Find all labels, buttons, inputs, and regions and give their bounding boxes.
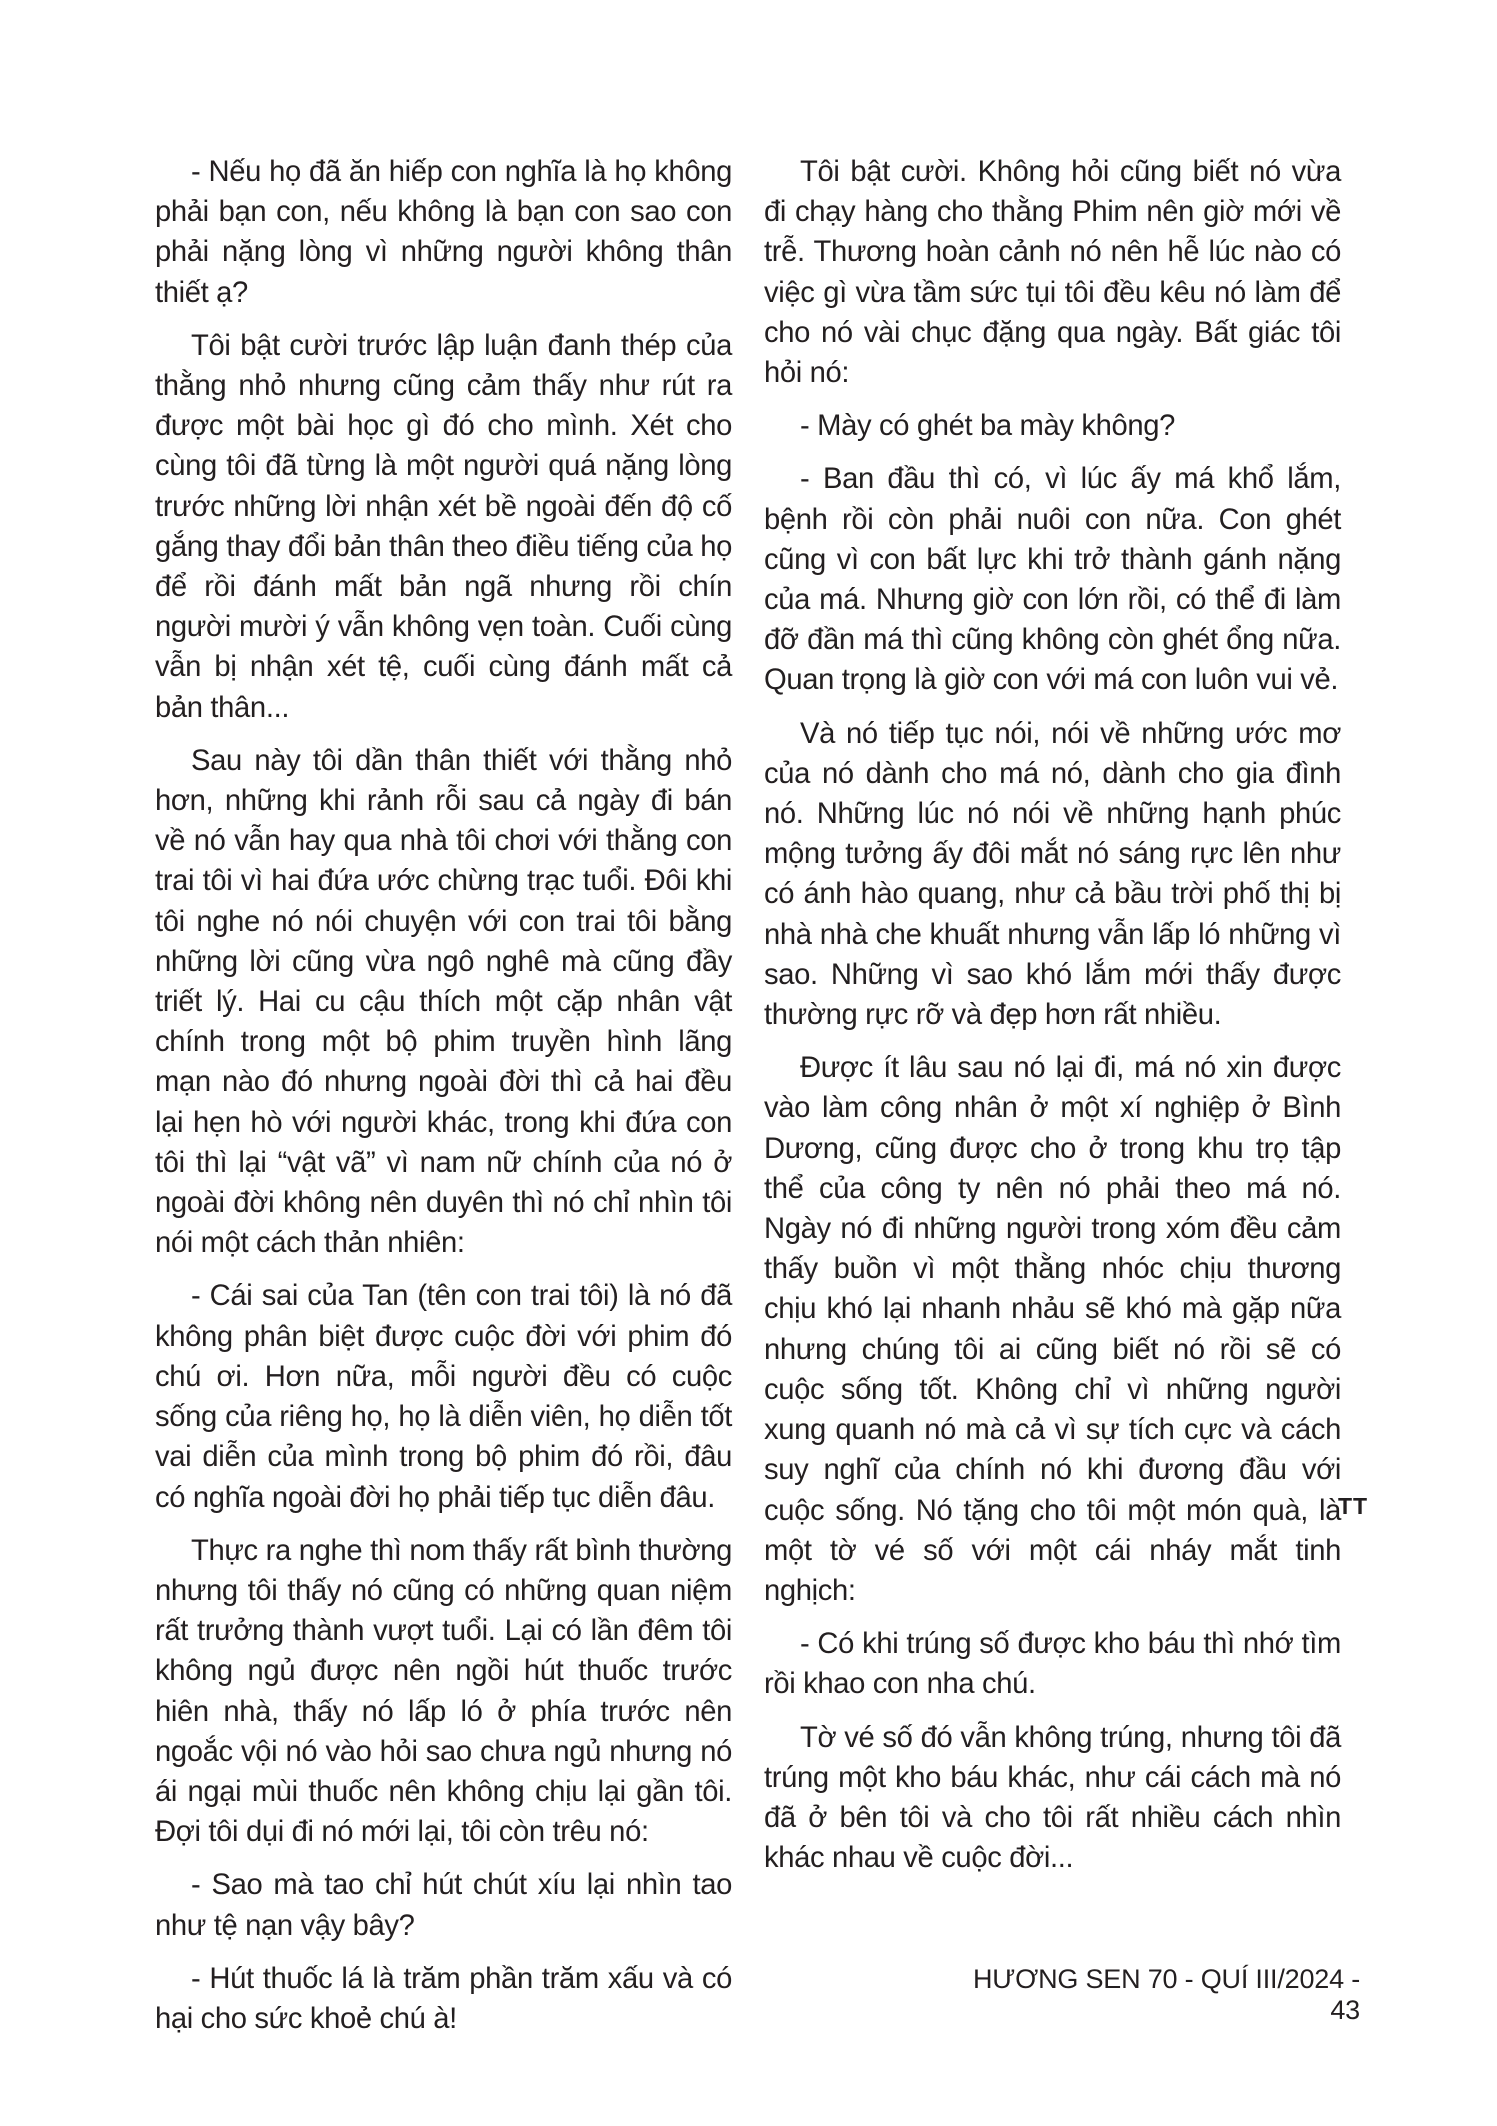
paragraph: - Hút thuốc lá là trăm phần trăm xấu và có hại cho sức khoẻ chú à! bbox=[155, 1962, 732, 2035]
paragraph: - Nếu họ đã ăn hiếp con nghĩa là họ không phải bạn con, nếu không là bạn con sao con phải nặng lòng vì những người không thân thiết ạ? bbox=[155, 156, 732, 309]
author-signature: TT bbox=[1338, 1493, 1369, 1519]
paragraph: - Ban đầu thì có, vì lúc ấy má khổ lắm, bệnh rồi còn phải nuôi con nữa. Con ghét cũng vì con bất lực khi trở thành gánh nặng của má. Nhưng giờ con lớn rồi, có thể đi làm đỡ đần má thì cũng không còn ghét ổng nữa. Quan trọng là giờ con với má con luôn vui vẻ. bbox=[764, 463, 1341, 697]
page-footer: HƯƠNG SEN 70 - QUÍ III/2024 - 43 bbox=[972, 1964, 1360, 2025]
paragraph: Sau này tôi dần thân thiết với thằng nhỏ hơn, những khi rảnh rỗi sau cả ngày đi bán về nó vẫn hay qua nhà tôi chơi với thằng con trai tôi vì hai đứa ước chừng trạc tuổi. Đôi khi tôi nghe nó nói chuyện với con trai tôi bằng những lời cũng vừa ngô nghê mà cũng đầy triết lý. Hai cu cậu thích một cặp nhân vật chính trong một bộ phim truyền hình lãng mạn nào đó nhưng ngoài đời thì cả hai đều lại hẹn hò với người khác, trong khi đứa con tôi thì lại “vật vã” vì nam nữ chính của nó ở ngoài đời không nên duyên thì nó chỉ nhìn tôi nói một cách thản nhiên: bbox=[155, 744, 732, 1260]
paragraph: Và nó tiếp tục nói, nói về những ước mơ của nó dành cho má nó, dành cho gia đình nó. Những lúc nó nói về những hạnh phúc mộng tưởng ấy đôi mắt nó sáng rực lên như có ánh hào quang, như cả bầu trời phố thị bị nhà nhà che khuất nhưng vẫn lấp ló những vì sao. Những vì sao khó lắm mới thấy được thường rực rỡ và đẹp hơn rất nhiều. bbox=[764, 717, 1341, 1032]
paragraph: - Cái sai của Tan (tên con trai tôi) là nó đã không phân biệt được cuộc đời với phim đó chú ơi. Hơn nữa, mỗi người đều có cuộc sống của riêng họ, họ là diễn viên, họ diễn tốt vai diễn của mình trong bộ phim đó rồi, đâu có nghĩa ngoài đời họ phải tiếp tục diễn đâu. bbox=[155, 1280, 732, 1514]
paragraph: Tờ vé số đó vẫn không trúng, nhưng tôi đã trúng một kho báu khác, như cái cách mà nó đã ở bên tôi và cho tôi rất nhiều cách nhìn khác nhau về cuộc đời... bbox=[764, 1721, 1341, 1875]
paragraph: - Có khi trúng số được kho báu thì nhớ tìm rồi khao con nha chú. bbox=[764, 1628, 1341, 1701]
paragraph: Tôi bật cười. Không hỏi cũng biết nó vừa đi chạy hàng cho thằng Phim nên giờ mới về trễ. Thương hoàn cảnh nó nên hễ lúc nào có việc gì vừa tầm sức tụi tôi đều kêu nó làm để cho nó vài chục đặng qua ngày. Bất giác tôi hỏi nó: bbox=[764, 156, 1341, 390]
paragraph: - Sao mà tao chỉ hút chút xíu lại nhìn tao như tệ nạn vậy bây? bbox=[155, 1869, 732, 1942]
paragraph: Được ít lâu sau nó lại đi, má nó xin được vào làm công nhân ở một xí nghiệp ở Bình Dương, cũng được cho ở trong khu trọ tập thể của công ty nên nó phải theo má nó. Ngày nó đi những người trong xóm đều cảm thấy buồn vì một thằng nhóc chịu thương chịu khó lại nhanh nhảu sẽ khó mà gặp nữa nhưng chúng tôi ai cũng biết nó rồi sẽ có cuộc sống tốt. Không chỉ vì những người xung quanh nó mà cả vì sự tích cực và cách suy nghĩ của chính nó khi đương đầu với cuộc sống. Nó tặng cho tôi một món quà, là một tờ vé số với một cái nháy mắt tinh nghịch: bbox=[764, 1052, 1341, 1607]
left-text-column bbox=[155, 152, 732, 2052]
paragraph: Tôi bật cười trước lập luận đanh thép của thằng nhỏ nhưng cũng cảm thấy như rút ra được một bài học gì đó cho mình. Xét cho cùng tôi đã từng là một người quá nặng lòng trước những lời nhận xét bề ngoài đến độ cố gắng thay đổi bản thân theo điều tiếng của họ để rồi đánh mất bản ngã nhưng rồi chín người mười ý vẫn không vẹn toàn. Cuối cùng vẫn bị nhận xét tệ, cuối cùng đánh mất cả bản thân... bbox=[155, 329, 732, 724]
paragraph: - Mày có ghét ba mày không? bbox=[800, 410, 1176, 443]
paragraph: Thực ra nghe thì nom thấy rất bình thường nhưng tôi thấy nó cũng có những quan niệm rất trưởng thành vượt tuổi. Lại có lần đêm tôi không ngủ được nên ngồi hút thuốc trước hiên nhà, thấy nó lấp ló ở phía trước nên ngoắc vội nó vào hỏi sao chưa ngủ nhưng nó ái ngại mùi thuốc nên không chịu lại gần tôi. Đợi tôi dụi đi nó mới lại, tôi còn trêu nó: bbox=[155, 1534, 732, 1849]
right-text-column bbox=[764, 152, 1341, 1891]
